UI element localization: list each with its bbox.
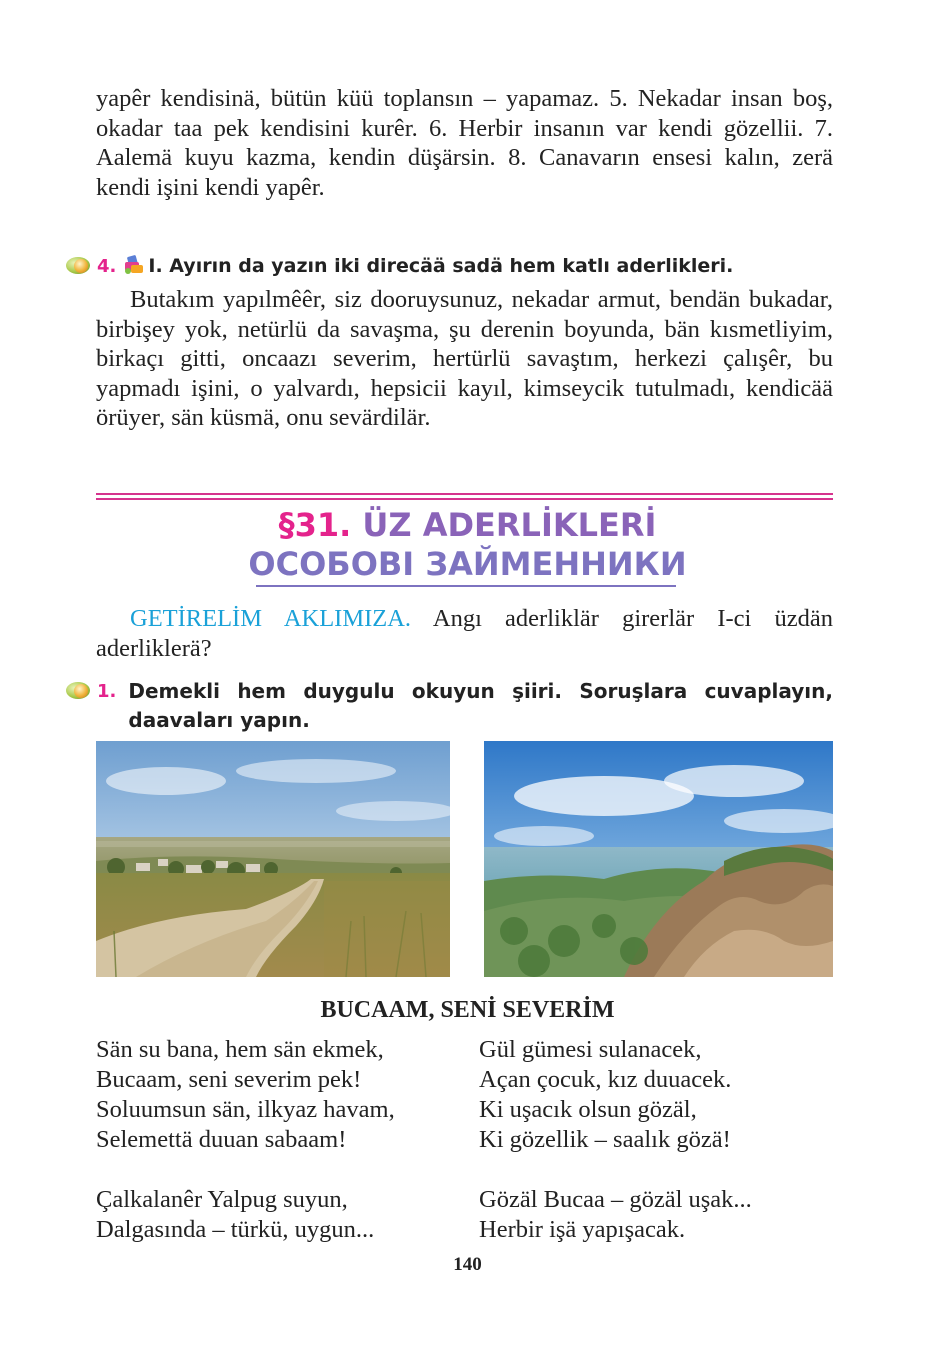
task-1-heading [66, 677, 833, 735]
poem-line: Açan çocuk, kız duuacek. [479, 1066, 732, 1093]
section-rule-bottom [96, 498, 833, 500]
poem-right-column [479, 1035, 752, 1245]
poem-line: Gözäl Bucaa – gözäl uşak... [479, 1186, 752, 1213]
section-title [0, 503, 935, 547]
poem-line: Dalgasında – türkü, uygun... [96, 1216, 375, 1243]
subtitle-underline [256, 585, 676, 587]
photo-steppe-road [96, 741, 450, 977]
poem-line: Çalkalanêr Yalpug suyun, [96, 1186, 348, 1213]
recall-paragraph [96, 604, 833, 663]
section-subtitle: ОСОБОВІ ЗАЙМЕННИКИ [248, 545, 687, 583]
task-bullet-icon [66, 256, 93, 274]
task-1-text: Demekli hem duygulu okuyun şiiri. Soruşlara cuvaplayın, daavaları yapın. [128, 679, 833, 732]
task-4-text: I. Ayırın da yazın iki direcää sadä hem katlı aderlikleri. [148, 255, 734, 277]
task-number: 4. [97, 256, 117, 277]
poem-line: Bucaam, seni severim pek! [96, 1066, 362, 1093]
photo-lake-cliffs [484, 741, 833, 977]
task-number: 1. [97, 681, 117, 702]
writing-icon [122, 255, 144, 275]
poem-line: Gül gümesi sulanacek, [479, 1036, 702, 1063]
stanza-gap [96, 1155, 395, 1185]
page-number: 140 [453, 1254, 482, 1275]
poem-line: Ki uşacık olsun gözäl, [479, 1096, 697, 1123]
section-title-text: ÜZ ADERLİKLERİ [362, 506, 657, 544]
section-number: §31. [278, 506, 352, 544]
section-rule-top [96, 493, 833, 495]
poem-line: Sän su bana, hem sän ekmek, [96, 1036, 384, 1063]
poem-line: Selemettä duuan sabaam! [96, 1126, 347, 1153]
poem-line: Soluumsun sän, ilkyaz havam, [96, 1096, 395, 1123]
recall-lead: GETİRELİM AKLIMIZA. [130, 605, 412, 632]
poem-title: BUCAAM, SENİ SEVERİM [320, 997, 615, 1023]
stanza-gap [479, 1155, 752, 1185]
poem-left-column [96, 1035, 395, 1245]
top-paragraph: yapêr kendisinä, bütün küü toplansın – yapamaz. 5. Nekadar insan boş, okadar taa pek kendisini kurêr. 6. Herbir insanın var kendi gözellii. 7. Aalemä kuyu kazma, kendin düşärsin. 8. Canavarın ensesi kalın, zerä kendi işini kendi yapêr. [96, 85, 833, 201]
task-4-paragraph: Butakım yapılmêêr, siz dooruysunuz, nekadar armut, bendän bukadar, birbişey yok, netürlü da savaşma, şu derenin boyunda, bän kısmetliyim, birkaçı gitti, oncaazı severim, hertürlü savaştım, herkezi çalışêr, bu yapmadı işini, o yalvardı, hepsicii kayıl, kimseycik tutulmadı, kendicää örüyer, sän küsmä, onu sevärdilär. [96, 286, 833, 432]
task-4-heading [66, 252, 833, 281]
poem-line: Ki gözellik – saalık gözä! [479, 1126, 731, 1153]
task-bullet-icon [66, 681, 93, 699]
poem-line: Herbir işä yapışacak. [479, 1216, 686, 1243]
recall-text: Angı aderliklär girerlär I-ci üzdän aderliklerä? [96, 605, 833, 662]
